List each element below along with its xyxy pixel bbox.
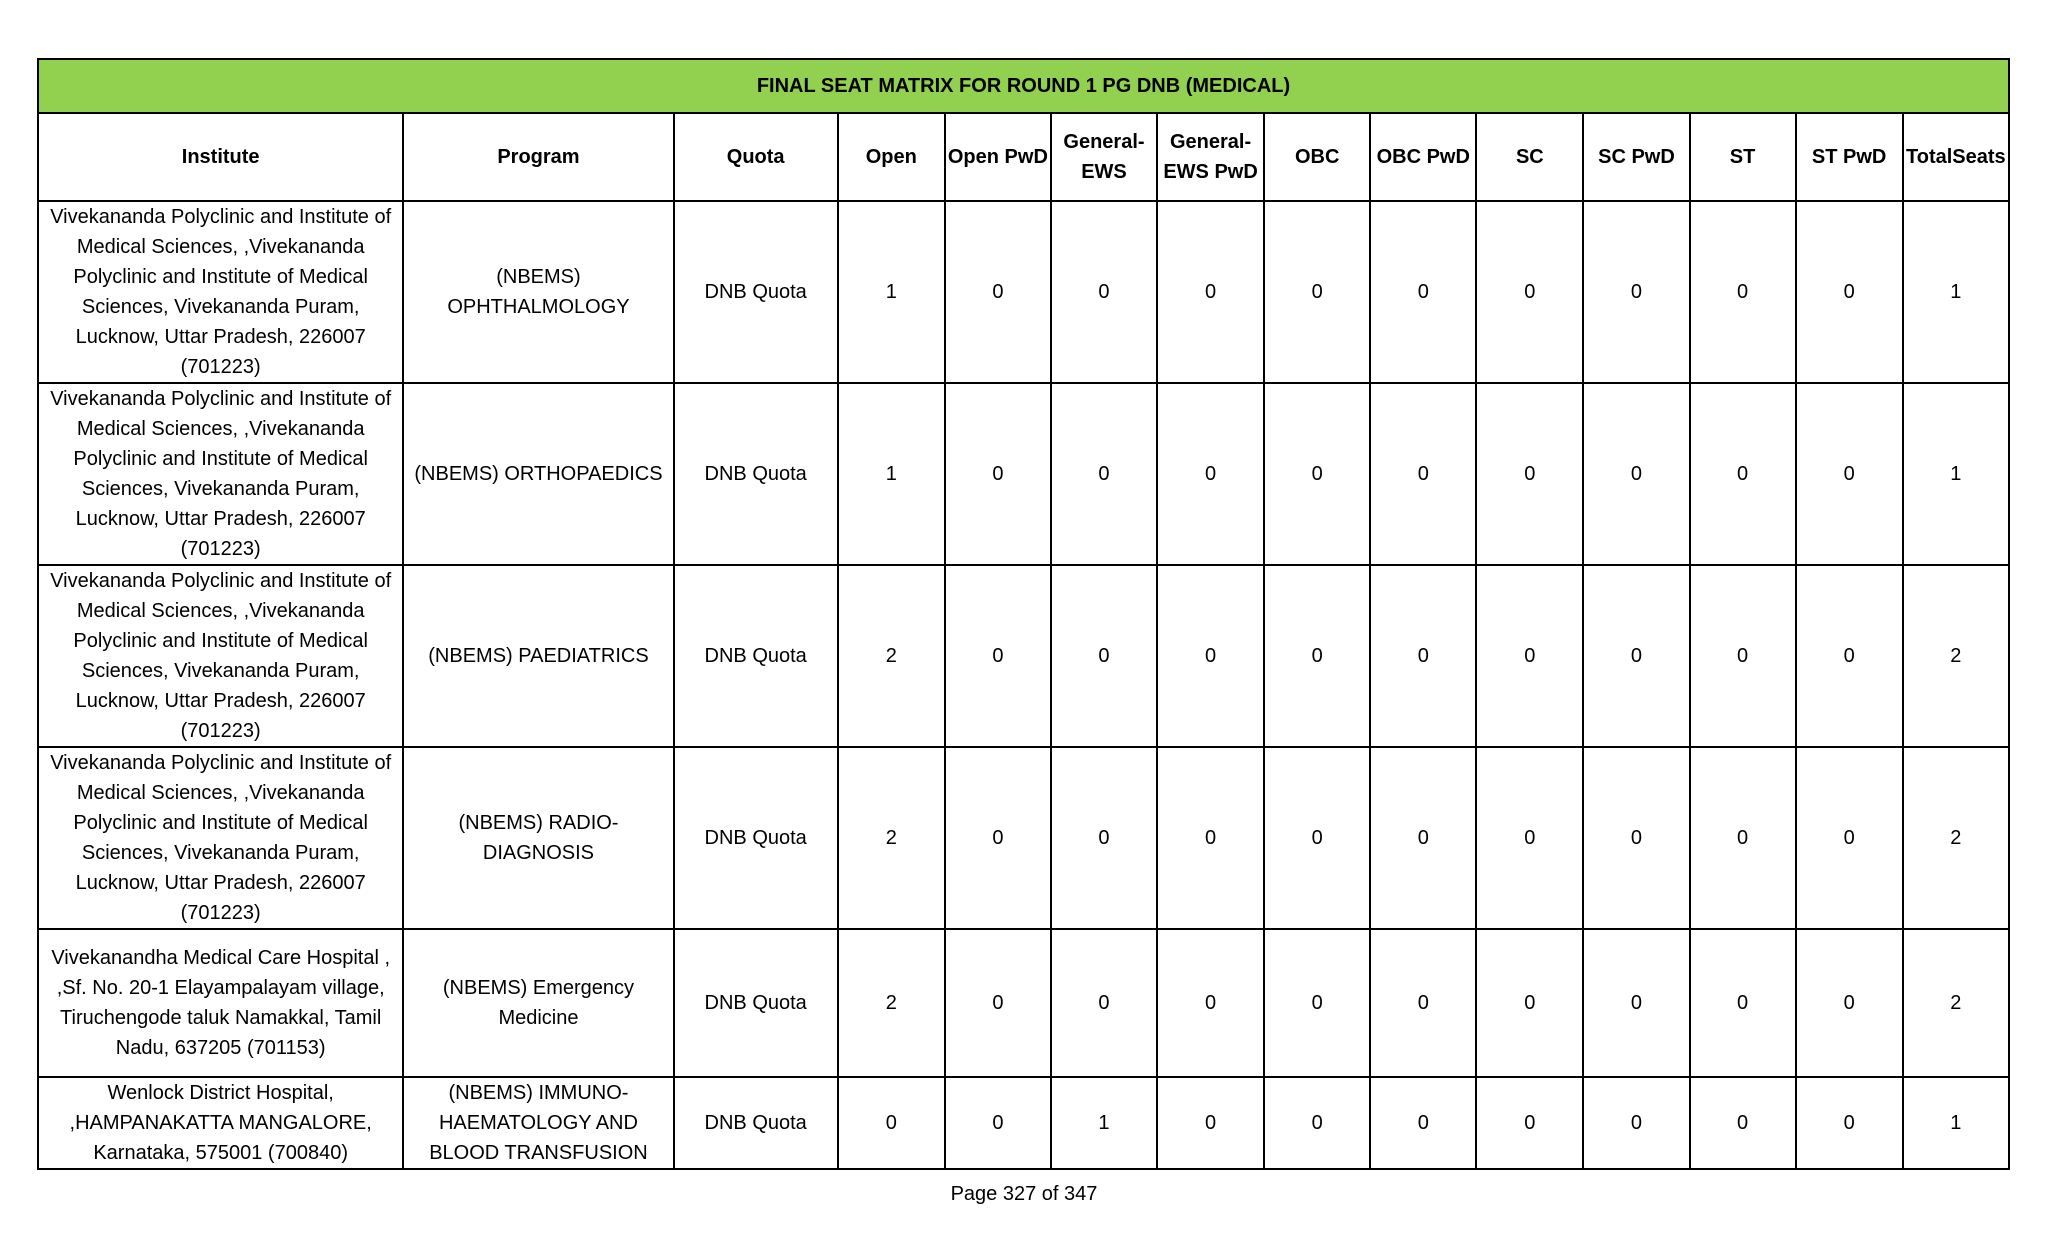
cell-quota: DNB Quota	[674, 201, 838, 383]
cell-quota: DNB Quota	[674, 1077, 838, 1169]
cell-open-pwd: 0	[945, 201, 1051, 383]
cell-institute: Vivekananda Polyclinic and Institute of Medical Sciences, ,Vivekananda Polyclinic and Institute of Medical Sciences, Vivekananda Puram, Lucknow, Uttar Pradesh, 226007 (701223)	[38, 383, 403, 565]
cell-general-ews-pwd: 0	[1157, 1077, 1264, 1169]
cell-sc: 0	[1476, 747, 1583, 929]
cell-obc-pwd: 0	[1370, 201, 1476, 383]
cell-institute: Vivekananda Polyclinic and Institute of Medical Sciences, ,Vivekananda Polyclinic and Institute of Medical Sciences, Vivekananda Puram, Lucknow, Uttar Pradesh, 226007 (701223)	[38, 565, 403, 747]
table-row	[38, 383, 2009, 565]
seat-matrix-table	[37, 58, 2010, 1170]
cell-open: 1	[838, 383, 945, 565]
cell-total-seats: 2	[1903, 747, 2009, 929]
cell-open-pwd: 0	[945, 1077, 1051, 1169]
cell-sc: 0	[1476, 201, 1583, 383]
cell-open-pwd: 0	[945, 747, 1051, 929]
col-header-open: Open	[838, 113, 945, 201]
table-row	[38, 201, 2009, 383]
cell-obc: 0	[1264, 565, 1370, 747]
header-row	[38, 113, 2009, 201]
col-header-institute: Institute	[38, 113, 403, 201]
col-header-sc-pwd: SC PwD	[1583, 113, 1689, 201]
cell-open-pwd: 0	[945, 383, 1051, 565]
cell-obc-pwd: 0	[1370, 929, 1476, 1077]
col-header-obc-pwd: OBC PwD	[1370, 113, 1476, 201]
cell-obc: 0	[1264, 1077, 1370, 1169]
cell-obc: 0	[1264, 201, 1370, 383]
cell-st-pwd: 0	[1796, 1077, 1903, 1169]
cell-st: 0	[1690, 201, 1796, 383]
cell-open: 1	[838, 201, 945, 383]
col-header-quota: Quota	[674, 113, 838, 201]
cell-total-seats: 2	[1903, 565, 2009, 747]
cell-total-seats: 1	[1903, 1077, 2009, 1169]
cell-open: 2	[838, 929, 945, 1077]
cell-sc-pwd: 0	[1583, 929, 1689, 1077]
cell-institute: Vivekananda Polyclinic and Institute of Medical Sciences, ,Vivekananda Polyclinic and Institute of Medical Sciences, Vivekananda Puram, Lucknow, Uttar Pradesh, 226007 (701223)	[38, 747, 403, 929]
cell-open-pwd: 0	[945, 929, 1051, 1077]
cell-general-ews: 0	[1051, 383, 1157, 565]
col-header-obc: OBC	[1264, 113, 1370, 201]
cell-general-ews: 0	[1051, 747, 1157, 929]
page-title: FINAL SEAT MATRIX FOR ROUND 1 PG DNB (MEDICAL)	[38, 59, 2009, 113]
col-header-st-pwd: ST PwD	[1796, 113, 1903, 201]
col-header-program: Program	[403, 113, 673, 201]
cell-sc: 0	[1476, 383, 1583, 565]
cell-sc-pwd: 0	[1583, 747, 1689, 929]
cell-st: 0	[1690, 1077, 1796, 1169]
cell-quota: DNB Quota	[674, 747, 838, 929]
cell-sc: 0	[1476, 929, 1583, 1077]
cell-open: 0	[838, 1077, 945, 1169]
table-row	[38, 929, 2009, 1077]
cell-total-seats: 2	[1903, 929, 2009, 1077]
cell-general-ews-pwd: 0	[1157, 747, 1264, 929]
cell-st: 0	[1690, 383, 1796, 565]
col-header-open-pwd: Open PwD	[945, 113, 1051, 201]
cell-program: (NBEMS) RADIO-DIAGNOSIS	[403, 747, 673, 929]
cell-general-ews-pwd: 0	[1157, 383, 1264, 565]
cell-program: (NBEMS) IMMUNO-HAEMATOLOGY AND BLOOD TRANSFUSION	[403, 1077, 673, 1169]
cell-general-ews: 0	[1051, 201, 1157, 383]
cell-quota: DNB Quota	[674, 929, 838, 1077]
cell-sc-pwd: 0	[1583, 201, 1689, 383]
table-row	[38, 1077, 2009, 1169]
cell-quota: DNB Quota	[674, 565, 838, 747]
col-header-total-seats: TotalSeats	[1903, 113, 2009, 201]
cell-st-pwd: 0	[1796, 383, 1903, 565]
seat-matrix-sheet	[37, 58, 2010, 1170]
cell-program: (NBEMS) ORTHOPAEDICS	[403, 383, 673, 565]
cell-st-pwd: 0	[1796, 565, 1903, 747]
cell-st-pwd: 0	[1796, 747, 1903, 929]
cell-general-ews: 0	[1051, 929, 1157, 1077]
cell-total-seats: 1	[1903, 383, 2009, 565]
cell-sc-pwd: 0	[1583, 565, 1689, 747]
cell-sc: 0	[1476, 565, 1583, 747]
col-header-general-ews: General-EWS	[1051, 113, 1157, 201]
col-header-st: ST	[1690, 113, 1796, 201]
cell-sc-pwd: 0	[1583, 1077, 1689, 1169]
cell-general-ews: 0	[1051, 565, 1157, 747]
cell-obc: 0	[1264, 929, 1370, 1077]
cell-open: 2	[838, 565, 945, 747]
col-header-general-ews-pwd: General-EWS PwD	[1157, 113, 1264, 201]
cell-institute: Wenlock District Hospital, ,HAMPANAKATTA MANGALORE, Karnataka, 575001 (700840)	[38, 1077, 403, 1169]
cell-open-pwd: 0	[945, 565, 1051, 747]
table-row	[38, 565, 2009, 747]
cell-st: 0	[1690, 747, 1796, 929]
cell-obc: 0	[1264, 383, 1370, 565]
cell-st-pwd: 0	[1796, 201, 1903, 383]
cell-program: (NBEMS) PAEDIATRICS	[403, 565, 673, 747]
cell-sc: 0	[1476, 1077, 1583, 1169]
cell-st: 0	[1690, 565, 1796, 747]
cell-obc: 0	[1264, 747, 1370, 929]
cell-st: 0	[1690, 929, 1796, 1077]
cell-general-ews-pwd: 0	[1157, 565, 1264, 747]
col-header-sc: SC	[1476, 113, 1583, 201]
cell-program: (NBEMS) OPHTHALMOLOGY	[403, 201, 673, 383]
cell-institute: Vivekananda Polyclinic and Institute of Medical Sciences, ,Vivekananda Polyclinic and Institute of Medical Sciences, Vivekananda Puram, Lucknow, Uttar Pradesh, 226007 (701223)	[38, 201, 403, 383]
cell-program: (NBEMS) Emergency Medicine	[403, 929, 673, 1077]
cell-st-pwd: 0	[1796, 929, 1903, 1077]
page-number: Page 327 of 347	[950, 1183, 1098, 1205]
cell-sc-pwd: 0	[1583, 383, 1689, 565]
cell-general-ews-pwd: 0	[1157, 929, 1264, 1077]
title-row	[38, 59, 2009, 113]
cell-general-ews: 1	[1051, 1077, 1157, 1169]
cell-obc-pwd: 0	[1370, 747, 1476, 929]
cell-quota: DNB Quota	[674, 383, 838, 565]
cell-total-seats: 1	[1903, 201, 2009, 383]
cell-institute: Vivekanandha Medical Care Hospital , ,Sf. No. 20-1 Elayampalayam village, Tiruchengode taluk Namakkal, Tamil Nadu, 637205 (701153)	[38, 929, 403, 1077]
cell-obc-pwd: 0	[1370, 383, 1476, 565]
cell-general-ews-pwd: 0	[1157, 201, 1264, 383]
cell-open: 2	[838, 747, 945, 929]
cell-obc-pwd: 0	[1370, 565, 1476, 747]
table-row	[38, 747, 2009, 929]
cell-obc-pwd: 0	[1370, 1077, 1476, 1169]
